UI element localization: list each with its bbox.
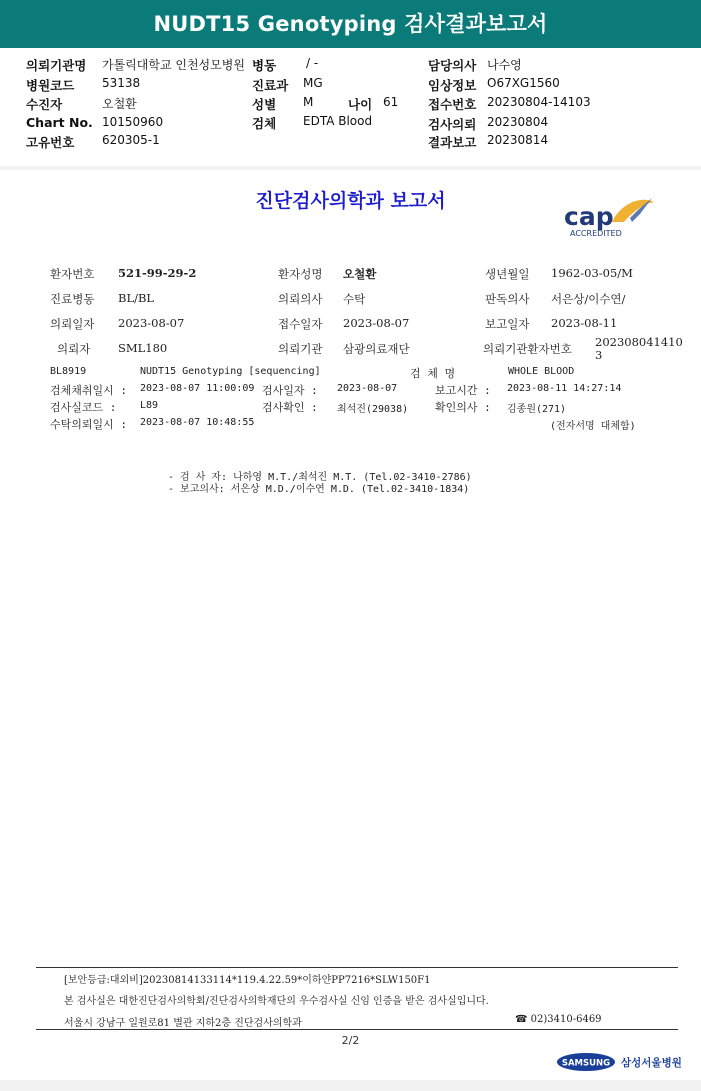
request-org-value: 가톨릭대학교 인천성모병원 [102, 58, 245, 72]
sex-value: M [303, 95, 314, 109]
consign-label: 수탁의뢰일시 : [50, 418, 128, 431]
unique-no-label: 고유번호 [26, 135, 75, 150]
treat-ward-label: 진료병동 [50, 292, 95, 306]
unique-no-value: 620305-1 [102, 133, 160, 147]
request-org-patient-no-line1: 202308041410 [595, 335, 683, 349]
verify-doctor-label: 확인의사 : [435, 401, 491, 414]
chart-no-value: 10150960 [102, 115, 164, 129]
footer-bottom-rule [36, 1029, 678, 1030]
clinical-value: O67XG1560 [487, 76, 560, 90]
chart-no-label: Chart No. [26, 115, 93, 130]
cap-accredited-logo [560, 192, 660, 240]
specimen-name-value: WHOLE BLOOD [508, 366, 575, 377]
receive-date-value: 2023-08-07 [343, 316, 410, 330]
receipt-label: 접수번호 [428, 97, 477, 112]
test-name: NUDT15 Genotyping [sequencing] [140, 366, 321, 377]
cap-accredited-text: ACCREDITED [570, 229, 622, 238]
treat-ward-value: BL/BL [118, 291, 155, 305]
reader-value: 서은상/이수연/ [551, 292, 626, 306]
receive-date-label: 접수일자 [278, 317, 323, 331]
birth-label: 생년월일 [485, 267, 530, 281]
clinical-label: 임상정보 [428, 78, 477, 93]
test-date-label: 검사일자 : [262, 384, 318, 397]
phone-line: ☎ 02)3410-6469 [515, 1014, 602, 1025]
doctor-label: 담당의사 [428, 58, 477, 73]
report-paper [0, 170, 701, 1080]
sex-label: 성별 [252, 97, 277, 112]
address-line: 서울시 강남구 일원로81 별관 지하2층 진단검사의학과 [64, 1018, 302, 1029]
tester-line: - 검 사 자: 나하영 M.T./최석진 M.T. (Tel.02-3410-2786) [168, 472, 472, 483]
patient-no-value: 521-99-29-2 [118, 266, 197, 280]
request-org-value-2: 삼광의료재단 [343, 342, 410, 356]
request-date-value: 2023-08-07 [118, 316, 185, 330]
hospital-name-text: 삼성서울병원 [621, 1057, 682, 1069]
hospital-code-value: 53138 [102, 76, 141, 90]
requester-value: SML180 [118, 341, 168, 355]
specimen-label: 검체 [252, 116, 277, 131]
examinee-label: 수진자 [26, 97, 63, 112]
doctor-value: 나수영 [487, 58, 522, 72]
collect-value: 2023-08-07 11:00:09 [140, 383, 255, 394]
hospital-code-label: 병원코드 [26, 78, 75, 93]
request-org-label-2: 의뢰기관 [278, 342, 323, 356]
receipt-value: 20230804-14103 [487, 95, 591, 109]
lab-code-label: 검사실코드 : [50, 401, 117, 414]
report-time-label: 보고시간 : [435, 384, 491, 397]
age-value: 61 [383, 95, 399, 109]
security-line: [보안등급:대외비]20230814133114*119.4.22.59*이하얀PP7216*SLW150F1 [64, 975, 431, 986]
report-date-label: 보고일자 [485, 317, 530, 331]
esign-note: (전자서명 대체함) [550, 421, 636, 432]
cap-text: cap [564, 202, 614, 231]
ward-label: 병동 [252, 58, 277, 73]
patient-no-label: 환자번호 [50, 267, 95, 281]
report-title: 진단검사의학과 보고서 [255, 190, 446, 212]
confirm-value: 최석진(29038) [337, 404, 409, 415]
reader-label: 판독의사 [485, 292, 530, 306]
lab-code-value: L89 [140, 400, 159, 411]
request-doctor-value: 수탁 [343, 292, 366, 306]
request-org-patient-no-line2: 3 [595, 348, 603, 362]
page-number: 2/2 [341, 1034, 360, 1047]
patient-name-value: 오철환 [343, 267, 377, 281]
request-info-block [0, 48, 701, 166]
request-date-label: 의뢰일자 [50, 317, 95, 331]
specimen-value: EDTA Blood [303, 114, 373, 128]
reporter-line: - 보고의사: 서은상 M.D./이수연 M.D. (Tel.02-3410-1834) [168, 484, 470, 495]
result-report-value: 20230814 [487, 133, 549, 147]
test-request-label: 검사의뢰 [428, 117, 477, 132]
footer-top-rule [36, 967, 678, 968]
dept-label: 진료과 [252, 78, 289, 93]
specimen-name-label: 검 체 명 [410, 367, 456, 380]
test-date-value: 2023-08-07 [337, 383, 398, 394]
report-time-value: 2023-08-11 14:27:14 [507, 383, 622, 394]
certification-line: 본 검사실은 대한진단검사의학회/진단검사의학재단의 우수검사실 신임 인증을 받은 검사실입니다. [64, 996, 489, 1007]
request-doctor-label: 의뢰의사 [278, 292, 323, 306]
report-date-value: 2023-08-11 [551, 316, 618, 330]
report-header-title: NUDT15 Genotyping 검사결과보고서 [0, 0, 701, 48]
patient-name-label: 환자성명 [278, 267, 323, 281]
verify-doctor-value: 김종원(271) [507, 404, 567, 415]
collect-label: 검체채취일시 : [50, 384, 128, 397]
request-org-patient-no-label: 의뢰기관환자번호 [483, 342, 572, 356]
samsung-hospital-logo [556, 1050, 682, 1074]
consign-value: 2023-08-07 10:48:55 [140, 417, 255, 428]
samsung-text: SAMSUNG [561, 1058, 611, 1069]
result-report-label: 결과보고 [428, 135, 477, 150]
confirm-label: 검사확인 : [262, 401, 318, 414]
ward-value: / - [306, 56, 319, 70]
test-request-value: 20230804 [487, 115, 549, 129]
dept-value: MG [303, 76, 323, 90]
test-code: BL8919 [50, 366, 87, 377]
age-label: 나이 [348, 97, 373, 112]
request-org-label: 의뢰기관명 [26, 58, 87, 73]
birth-value: 1962-03-05/M [551, 266, 633, 280]
examinee-value: 오철환 [102, 97, 137, 111]
requester-label: 의뢰자 [57, 342, 91, 356]
